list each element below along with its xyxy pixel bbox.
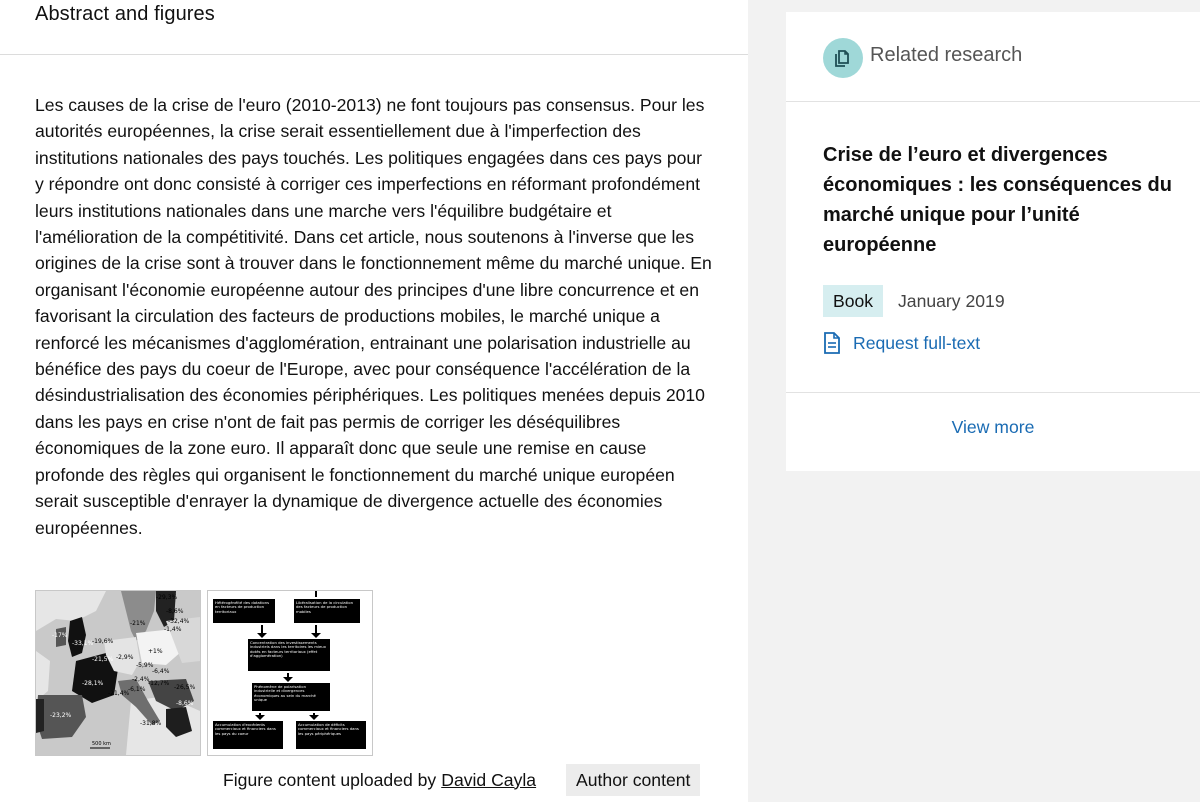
flow-box-text: Hétérogénéité des dotations en facteurs de production territoriaux [215, 601, 270, 614]
publication-date: January 2019 [898, 290, 1005, 311]
author-link[interactable]: David Cayla [441, 769, 537, 790]
map-label: -21,4% [108, 690, 130, 697]
map-scale: 500 km [92, 741, 111, 747]
publication-title[interactable]: Crise de l’euro et divergences économiques : les conséquences du marché unique pour l’unité européenne [823, 144, 1172, 256]
abstract-text: Les causes de la crise de l'euro (2010-2013) ne font toujours pas consensus. Pour les autorités européennes, la crise serait essentiellement due à l'imperfection des institutions nationales des pays touchés. Les politiques engagées dans ces pays pour y répondre ont donc consisté à corriger ces imperfections en réformant profondément leurs institutions nationales dans une marche vers l'équilibre budgétaire et l'amélioration de la compétitivité. Dans cet article, nous soutenons à l'inverse que les origines de la crise sont à trouver dans le fonctionnement même du marché unique. En organisant l'économie européenne autour des principes d'une libre concurrence et en favorisant la circulation des facteurs de productions mobiles, le marché unique a renforcé les mécanismes d'agglomération, entrainant une polarisation industrielle au bénéfice des pays du coeur de l'Europe, avec pour conséquence l'accélération de la désindustrialisation des économies périphériques. Les politiques menées depuis 2010 dans les pays en crise n'ont de fait pas permis de corriger les déséquilibres économiques de la zone euro. Il apparaît donc que seule une remise en cause profonde des règles qui organisent le fonctionnement du marché unique européen serait susceptible d'enrayer la dynamique de divergence actuelle des économies européennes. [35, 95, 712, 538]
map-label: -19,6% [92, 638, 114, 645]
flow-box-text: Phénomène de polarisation industrielle et divergences économiques au sein du marché unique [254, 685, 316, 703]
related-research-title: Related research [870, 44, 1023, 66]
flow-box-text: Accumulation de déficits commerciaux et financiers dans les pays périphériques [298, 723, 359, 736]
documents-icon [823, 38, 863, 78]
document-icon [823, 332, 841, 354]
flow-box-text: Libéralisation de la circulation des facteurs de production mobiles [296, 601, 354, 614]
flowchart-figure [208, 591, 372, 755]
map-label: -12,7% [148, 680, 170, 687]
view-more-link[interactable]: View more [951, 417, 1035, 437]
map-label: -17% [52, 632, 68, 639]
flow-box-text: Accumulation d'excédents commerciaux et financiers dans les pays du coeur [215, 723, 276, 736]
map-label: +1% [148, 648, 163, 655]
map-label: -28,1% [82, 680, 104, 687]
map-label: -8,6% [166, 608, 184, 615]
map-label: -5,9% [136, 662, 154, 669]
caption-lead: Figure content uploaded by [223, 769, 437, 790]
flow-box-text: Concentration des investissements industriels dans les territoires les mieux dotés en facteurs territoriaux (effet d'agglomération) [250, 641, 326, 659]
map-label: -8,6% [176, 700, 194, 707]
map-label: -33,1% [72, 640, 94, 647]
right-panel [748, 0, 1200, 802]
map-label: -6,4% [152, 668, 170, 675]
map-label: -31,8% [140, 720, 162, 727]
europe-map-figure [36, 591, 200, 755]
request-full-text-label: Request full-text [853, 332, 981, 353]
request-full-text-link[interactable] [823, 330, 980, 356]
figure-caption [223, 764, 536, 796]
author-content-badge: Author content [566, 764, 700, 796]
section-title: Abstract and figures [35, 3, 215, 25]
publication-type-badge: Book [823, 285, 883, 317]
map-label: -6,1% [128, 686, 146, 693]
figure-thumbnail-flowchart[interactable] [207, 590, 373, 756]
map-label: -32,4% [168, 618, 190, 625]
related-research-card [786, 12, 1200, 471]
map-label: -29,3% [156, 594, 178, 601]
map-label: -1,4% [164, 626, 182, 633]
map-label: -21% [130, 620, 146, 627]
map-label: -21,5% [92, 656, 114, 663]
map-label: -23,2% [50, 712, 72, 719]
section-divider [0, 54, 748, 55]
related-research-header [786, 12, 1200, 102]
card-divider [786, 392, 1200, 393]
map-label: -26,5% [174, 684, 196, 691]
map-label: -2,9% [116, 654, 134, 661]
map-label: -2,4% [132, 676, 150, 683]
figure-thumbnail-map[interactable] [35, 590, 201, 756]
